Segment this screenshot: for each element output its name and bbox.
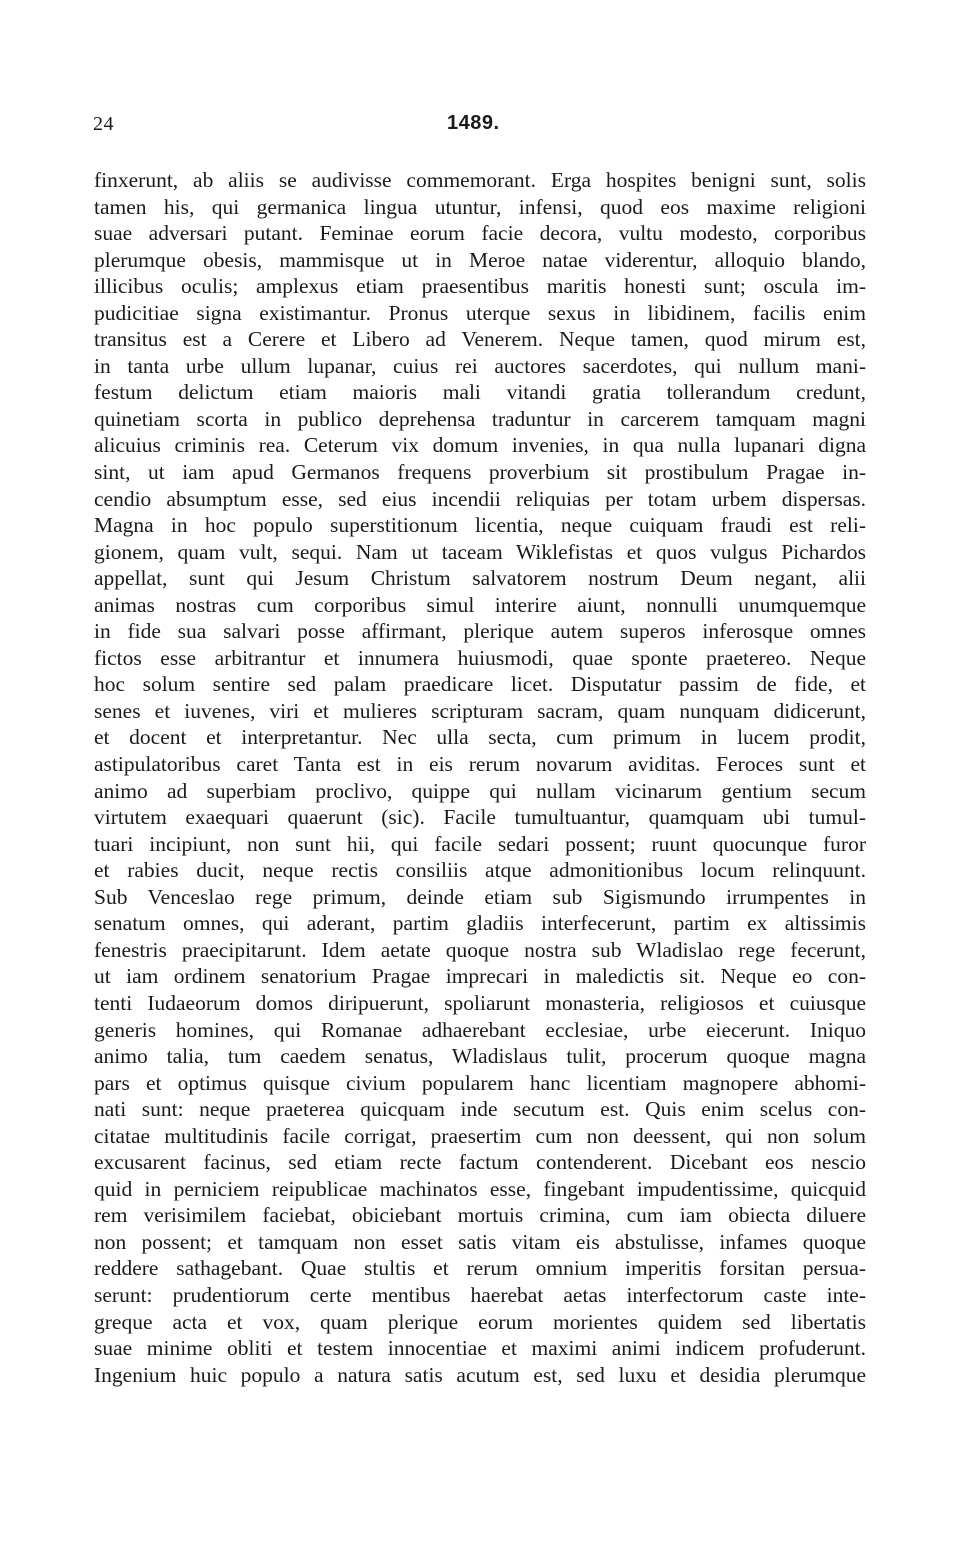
text-line: plerumque obesis, mammisque ut in Meroe natae viderentur, alloquio blando, [94,247,866,272]
text-line: hoc solum sentire sed palam praedicare licet. Disputatur passim de fide, et [94,672,866,697]
text-line: senatum omnes, qui aderant, partim gladiis interfecerunt, partim ex altissimis [94,911,866,936]
text-line: astipulatoribus caret Tanta est in eis rerum novarum aviditas. Feroces sunt et [94,752,866,777]
text-line: pars et optimus quisque civium popularem hanc licentiam magnopere abhomi- [94,1070,866,1095]
text-line: sint, ut iam apud Germanos frequens proverbium sit prostibulum Pragae in- [94,460,866,485]
text-line: rem verisimilem faciebat, obiciebant mortuis crimina, cum iam obiecta diluere [94,1203,866,1228]
text-line: et rabies ducit, neque rectis consiliis atque admonitionibus locum relinquunt. [94,858,866,883]
text-line: gionem, quam vult, sequi. Nam ut taceam Wiklefistas et quos vulgus Pichardos [94,539,866,564]
text-line: fictos esse arbitrantur et innumera huiusmodi, quae sponte praetereo. Neque [94,645,866,670]
text-line: citatae multitudinis facile corrigat, praesertim cum non deessent, qui non solum [94,1123,866,1148]
text-line: generis homines, qui Romanae adhaerebant ecclesiae, urbe eiecerunt. Iniquo [94,1017,866,1042]
text-line: suae minime obliti et testem innocentiae et maximi animi indicem profuderunt. [94,1336,866,1361]
text-line: excusarent facinus, sed etiam recte factum contenderent. Dicebant eos nescio [94,1150,866,1175]
text-line: ut iam ordinem senatorium Pragae imprecari in maledictis sit. Neque eo con- [94,964,866,989]
text-line: tuari incipiunt, non sunt hii, qui facile sedari possent; ruunt quocunque furor [94,831,866,856]
text-line: in fide sua salvari posse affirmant, plerique autem superos inferosque omnes [94,619,866,644]
text-line: festum delictum etiam maioris mali vitandi gratia tollerandum credunt, [94,380,866,405]
text-line: cendio absumptum esse, sed eius incendii reliquias per totam urbem dispersas. [94,486,866,511]
text-line: fenestris praecipitarunt. Idem aetate quoque nostra sub Wladislao rege fecerunt, [94,937,866,962]
text-line: appellat, sunt qui Jesum Christum salvatorem nostrum Deum negant, alii [94,566,866,591]
text-line: tamen his, qui germanica lingua utuntur, infensi, quod eos maxime religioni [94,194,866,219]
text-line: senes et iuvenes, viri et mulieres scripturam sacram, quam nunquam didicerunt, [94,698,866,723]
text-line: Sub Venceslao rege primum, deinde etiam sub Sigismundo irrumpentes in [94,884,866,909]
text-line: greque acta et vox, quam plerique eorum morientes quidem sed libertatis [94,1309,866,1334]
text-line: pudicitiae signa existimantur. Pronus uterque sexus in libidinem, facilis enim [94,300,866,325]
text-line: virtutem exaequari quaerunt (sic). Facile tumultuantur, quamquam ubi tumul- [94,805,866,830]
text-line: transitus est a Cerere et Libero ad Venerem. Neque tamen, quod mirum est, [94,327,866,352]
text-line: in tanta urbe ullum lupanar, cuius rei auctores sacerdotes, qui nullum mani- [94,353,866,378]
text-line: suae adversari putant. Feminae eorum facie decora, vultu modesto, corporibus [94,221,866,246]
text-line: animas nostras cum corporibus simul interire aiunt, nonnulli unumquemque [94,592,866,617]
text-line: finxerunt, ab aliis se audivisse commemorant. Erga hospites benigni sunt, solis [94,168,866,192]
text-line: animo ad superbiam proclivo, quippe qui nullam vicinarum gentium secum [94,778,866,803]
text-line: tenti Iudaeorum domos diripuerunt, spoliarunt monasteria, religiosos et cuiusque [94,990,866,1015]
text-line: et docent et interpretantur. Nec ulla secta, cum primum in lucem prodit, [94,725,866,750]
text-line: animo talia, tum caedem senatus, Wladislaus tulit, procerum quoque magna [94,1044,866,1069]
text-line: Magna in hoc populo superstitionum licentia, neque cuiquam fraudi est reli- [94,513,866,538]
text-line: nati sunt: neque praeterea quicquam inde secutum est. Quis enim scelus con- [94,1097,866,1122]
text-line: illicibus oculis; amplexus etiam praesentibus maritis honesti sunt; oscula im- [94,274,866,299]
text-line: alicuius criminis rea. Ceterum vix domum invenies, in qua nulla lupanari digna [94,433,866,458]
text-line: quinetiam scorta in publico deprehensa traduntur in carcerem tamquam magni [94,406,866,431]
running-head-year: 1489. [447,112,500,134]
text-line: non possent; et tamquam non esset satis vitam eis abstulisse, infames quoque [94,1229,866,1254]
body-text [94,167,866,1388]
text-line: reddere sathagebant. Quae stultis et rerum omnium imperitis forsitan persua- [94,1256,866,1281]
page-number: 24 [93,113,114,135]
text-line: serunt: prudentiorum certe mentibus haerebat aetas interfectorum caste inte- [94,1282,866,1307]
text-line: Ingenium huic populo a natura satis acutum est, sed luxu et desidia plerumque [94,1362,866,1387]
text-line: quid in perniciem reipublicae machinatos esse, fingebant impudentissime, quicquid [94,1176,866,1201]
